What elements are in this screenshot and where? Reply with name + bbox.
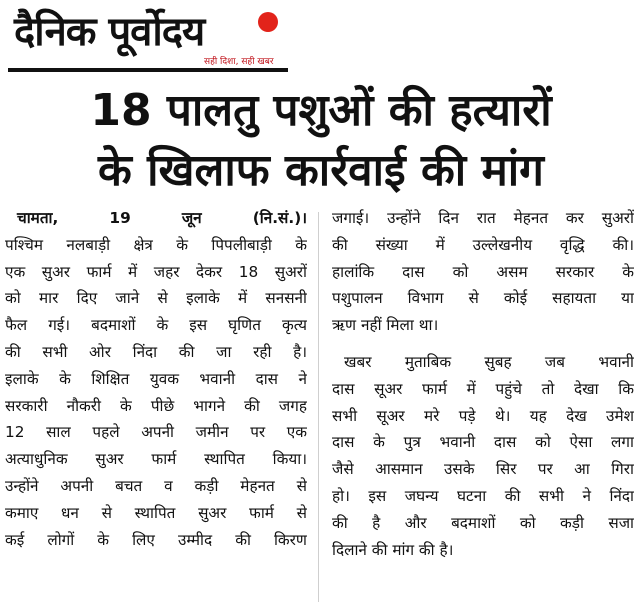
article-line: पश्चिम नलबाड़ी क्षेत्र के पिपलीबाड़ी के bbox=[5, 235, 307, 254]
article-line: ऋण नहीं मिला था। bbox=[332, 316, 439, 335]
article-line: की संख्या में उल्लेखनीय वृद्धि की। bbox=[332, 235, 634, 254]
article-line: दास के पुत्र भवानी दास को ऐसा लगा bbox=[332, 433, 634, 452]
article-line: हो। इस जघन्य घटना की सभी ने निंदा bbox=[332, 486, 634, 505]
article-line: अत्याधुनिक सुअर फार्म स्थापित किया। bbox=[5, 450, 307, 469]
article-line: इलाके के शिक्षित युवक भवानी दास ने bbox=[5, 369, 307, 388]
article-line: उन्होंने अपनी बचत व कड़ी मेहनत से bbox=[5, 476, 307, 495]
article-line: जगाई। उन्होंने दिन रात मेहनत कर सुअरों bbox=[332, 209, 634, 227]
article-column-left bbox=[5, 205, 307, 553]
article-line: की है और बदमाशों को कड़ी सजा bbox=[332, 513, 634, 532]
article-line: 12 साल पहले अपनी जमीन पर एक bbox=[5, 423, 307, 442]
headline-line-2: के खिलाफ कार्रवाई की मांग bbox=[98, 145, 544, 196]
article-line: कमाए धन से स्थापित सुअर फार्म से bbox=[5, 503, 307, 522]
article-line: की सभी ओर निंदा की जा रही है। bbox=[5, 342, 307, 361]
newspaper-tagline: सही दिशा, सही खबर bbox=[204, 57, 274, 67]
article-column-right bbox=[332, 205, 634, 563]
article-line: एक सुअर फार्म में जहर देकर 18 सुअरों bbox=[5, 262, 307, 281]
brand-red-dot-icon bbox=[258, 12, 278, 32]
headline-line-1: 18 पालतु पशुओं की हत्यारों bbox=[90, 85, 552, 136]
article-line: पशुपालन विभाग से कोई सहायता या bbox=[332, 289, 634, 308]
article-line: को मार दिए जाने से इलाके में सनसनी bbox=[5, 289, 307, 308]
article-dateline: चामता, 19 जून (नि.सं.)। bbox=[17, 209, 307, 227]
masthead-rule bbox=[8, 68, 288, 72]
article-line: जैसे आसमान उसके सिर पर आ गिरा bbox=[332, 460, 634, 479]
newspaper-name: दैनिक पूर्वोदय bbox=[14, 9, 205, 55]
article-line: फैल गई। बदमाशों के इस घृणित कृत्य bbox=[5, 316, 307, 335]
article-line: दिलाने की मांग की है। bbox=[332, 540, 454, 559]
article-line: सभी सूअर मरे पड़े थे। यह देख उमेश bbox=[332, 406, 634, 425]
article-line: कई लोगों के लिए उम्मीद की किरण bbox=[5, 530, 307, 549]
article-line: दास सूअर फार्म में पहुंचे तो देखा कि bbox=[332, 379, 634, 398]
column-divider bbox=[318, 212, 319, 602]
article-line: हालांकि दास को असम सरकार के bbox=[332, 262, 634, 281]
masthead bbox=[8, 4, 298, 74]
article-line: खबर मुताबिक सुबह जब भवानी bbox=[344, 352, 634, 371]
article-line: सरकारी नौकरी के पीछे भागने की जगह bbox=[5, 396, 307, 415]
